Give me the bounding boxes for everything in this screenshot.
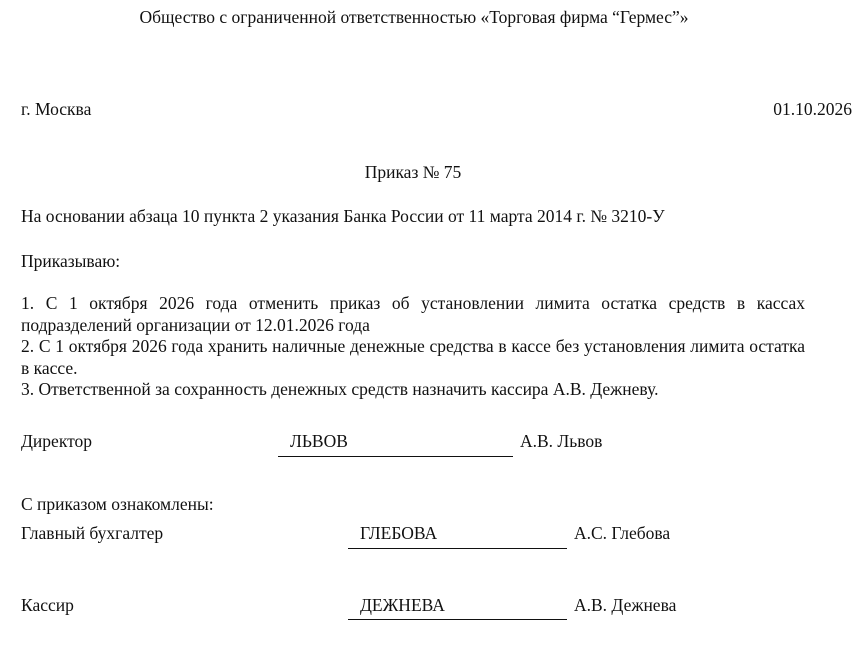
order-basis: На основании абзаца 10 пункта 2 указания Банка России от 11 марта 2014 г. № 3210-У — [21, 206, 665, 226]
accountant-signature-line — [348, 548, 567, 549]
organization-name: Общество с ограниченной ответственностью «Торговая фирма “Гермес”» — [139, 7, 689, 27]
accountant-name: А.С. Глебова — [574, 523, 671, 543]
accountant-position: Главный бухгалтер — [21, 523, 164, 543]
order-item: 3. Ответственной за сохранность денежных средств назначить кассира А.В. Дежневу. — [21, 379, 659, 399]
cashier-signature-line — [348, 619, 567, 620]
order-item: 2. С 1 октября 2026 года хранить наличные денежные средства в кассе без установления лимита остатка в кассе. — [21, 336, 805, 378]
director-signature-line — [278, 456, 513, 457]
order-date: 01.10.2026 — [773, 99, 852, 119]
city: г. Москва — [21, 99, 92, 119]
order-word: Приказываю: — [21, 251, 121, 271]
director-signature: ЛЬВОВ — [290, 431, 348, 451]
order-title: Приказ № 75 — [364, 162, 462, 182]
acknowledged-label: С приказом ознакомлены: — [21, 494, 214, 514]
director-name: А.В. Львов — [520, 431, 603, 451]
cashier-name: А.В. Дежнева — [574, 595, 677, 615]
order-items — [21, 293, 805, 401]
cashier-signature: ДЕЖНЕВА — [360, 595, 445, 615]
accountant-signature: ГЛЕБОВА — [360, 523, 438, 543]
director-position: Директор — [21, 431, 93, 451]
order-item: 1. С 1 октября 2026 года отменить приказ об установлении лимита остатка средств в кассах подразделений организации от 12.01.2026 года — [21, 293, 805, 335]
cashier-position: Кассир — [21, 595, 74, 615]
